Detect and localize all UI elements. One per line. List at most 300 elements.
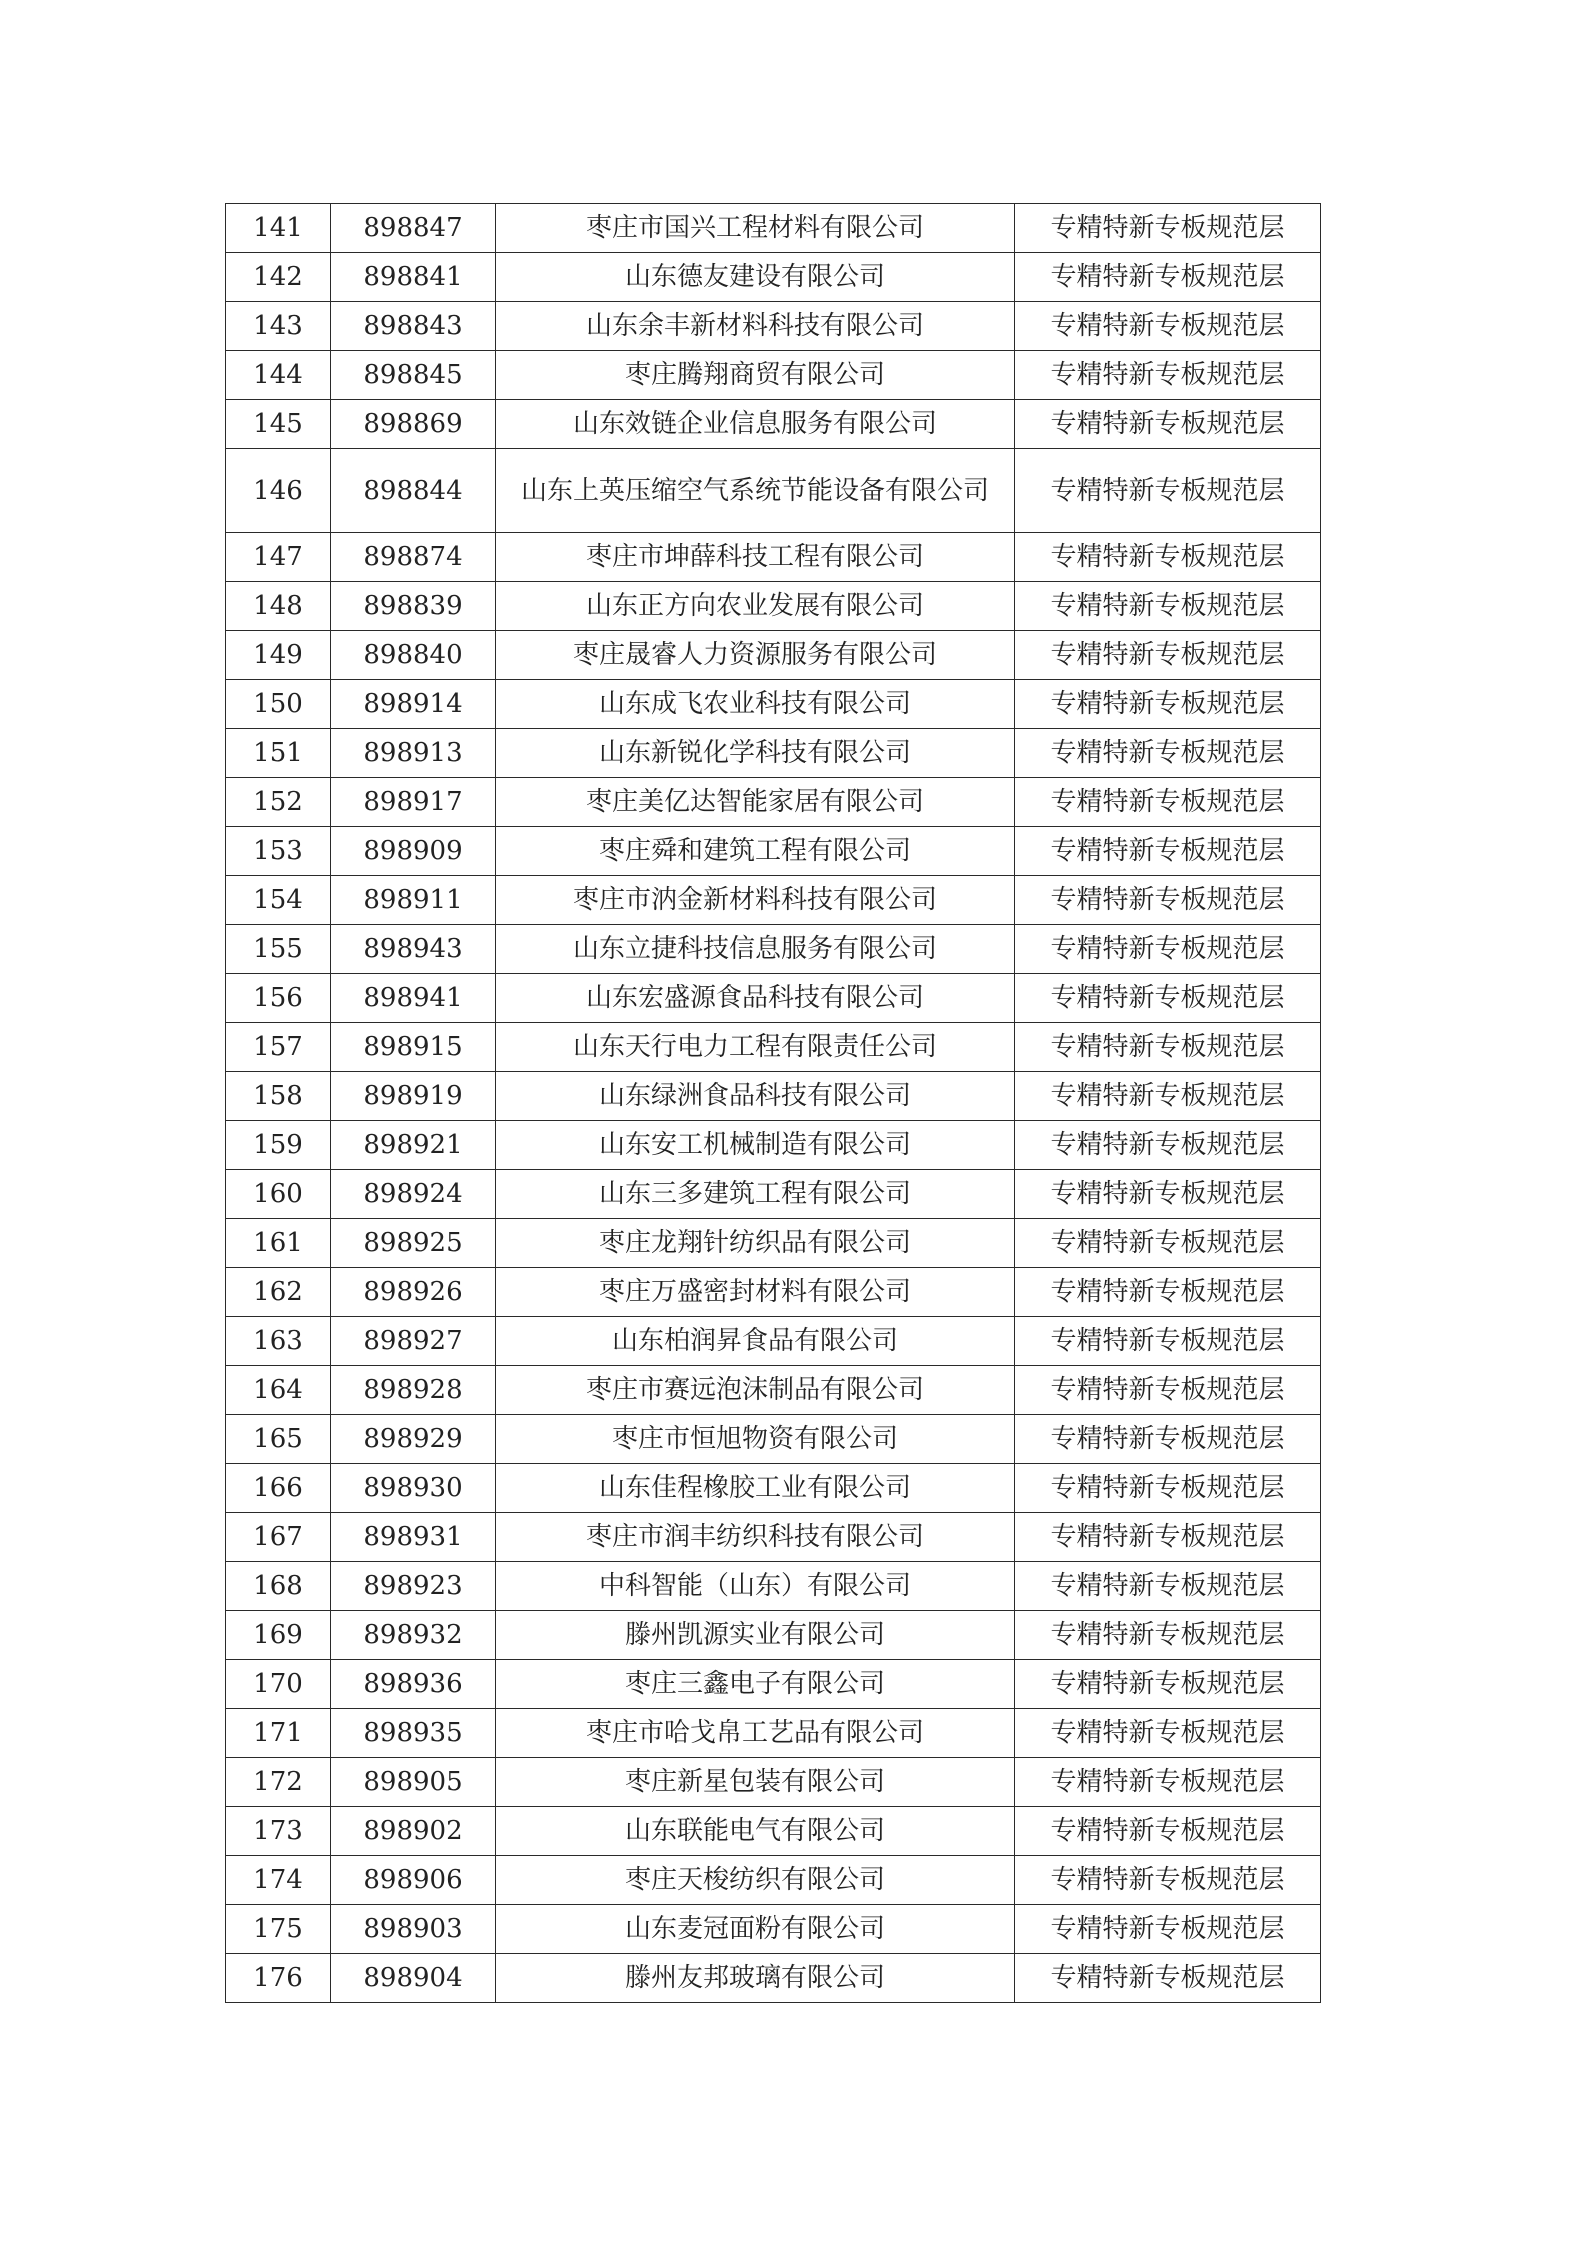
tier-label <box>1015 1366 1321 1415</box>
security-code-text: 898902 <box>363 1816 463 1846</box>
security-code <box>331 974 496 1023</box>
company-name <box>496 876 1015 925</box>
company-name <box>496 827 1015 876</box>
tier-label-text: 专精特新专板规范层 <box>1050 836 1285 866</box>
security-code-text: 898932 <box>363 1620 463 1650</box>
tier-label <box>1015 400 1321 449</box>
tier-label-text: 专精特新专板规范层 <box>1050 1326 1285 1356</box>
company-name <box>496 1807 1015 1856</box>
company-name-text: 山东效链企业信息服务有限公司 <box>572 409 937 439</box>
table-row <box>226 1415 1321 1464</box>
tier-label <box>1015 1758 1321 1807</box>
row-index-text: 147 <box>253 542 303 572</box>
row-index <box>226 974 331 1023</box>
table-row <box>226 778 1321 827</box>
tier-label-text: 专精特新专板规范层 <box>1050 213 1285 243</box>
tier-label-text: 专精特新专板规范层 <box>1050 591 1285 621</box>
security-code <box>331 1464 496 1513</box>
security-code <box>331 631 496 680</box>
row-index-text: 155 <box>253 934 303 964</box>
row-index <box>226 204 331 253</box>
security-code <box>331 1856 496 1905</box>
security-code-text: 898923 <box>363 1571 463 1601</box>
row-index-text: 161 <box>253 1228 303 1258</box>
row-index <box>226 827 331 876</box>
table-row <box>226 1856 1321 1905</box>
security-code-text: 898839 <box>363 591 463 621</box>
security-code-text: 898931 <box>363 1522 463 1552</box>
company-name <box>496 631 1015 680</box>
company-name <box>496 1219 1015 1268</box>
company-name-text: 山东三多建筑工程有限公司 <box>598 1179 911 1209</box>
security-code-text: 898909 <box>363 836 463 866</box>
security-code-text: 898913 <box>363 738 463 768</box>
table-row <box>226 1513 1321 1562</box>
row-index-text: 166 <box>253 1473 303 1503</box>
company-name <box>496 1513 1015 1562</box>
company-name-text: 山东绿洲食品科技有限公司 <box>598 1081 911 1111</box>
table-row <box>226 253 1321 302</box>
security-code <box>331 680 496 729</box>
security-code-text: 898905 <box>363 1767 463 1797</box>
row-index <box>226 1268 331 1317</box>
tier-label <box>1015 729 1321 778</box>
security-code <box>331 1807 496 1856</box>
row-index <box>226 351 331 400</box>
security-code <box>331 1072 496 1121</box>
tier-label-text: 专精特新专板规范层 <box>1050 1277 1285 1307</box>
company-name <box>496 1660 1015 1709</box>
tier-label-text: 专精特新专板规范层 <box>1050 1130 1285 1160</box>
company-name <box>496 253 1015 302</box>
tier-label-text: 专精特新专板规范层 <box>1050 409 1285 439</box>
tier-label-text: 专精特新专板规范层 <box>1050 1228 1285 1258</box>
tier-label <box>1015 1317 1321 1366</box>
row-index-text: 176 <box>253 1963 303 1993</box>
tier-label-text: 专精特新专板规范层 <box>1050 1914 1285 1944</box>
table-row <box>226 1023 1321 1072</box>
security-code-text: 898924 <box>363 1179 463 1209</box>
security-code-text: 898936 <box>363 1669 463 1699</box>
tier-label-text: 专精特新专板规范层 <box>1050 1767 1285 1797</box>
tier-label <box>1015 1856 1321 1905</box>
row-index-text: 154 <box>253 885 303 915</box>
row-index-text: 164 <box>253 1375 303 1405</box>
row-index-text: 175 <box>253 1914 303 1944</box>
table-row <box>226 827 1321 876</box>
security-code <box>331 1366 496 1415</box>
tier-label-text: 专精特新专板规范层 <box>1050 1718 1285 1748</box>
row-index-text: 170 <box>253 1669 303 1699</box>
tier-label-text: 专精特新专板规范层 <box>1050 1865 1285 1895</box>
company-name <box>496 302 1015 351</box>
security-code-text: 898915 <box>363 1032 463 1062</box>
security-code-text: 898917 <box>363 787 463 817</box>
security-code <box>331 1954 496 2003</box>
security-code <box>331 1170 496 1219</box>
tier-label <box>1015 1807 1321 1856</box>
tier-label <box>1015 1415 1321 1464</box>
table-row <box>226 400 1321 449</box>
security-code <box>331 1562 496 1611</box>
security-code-text: 898928 <box>363 1375 463 1405</box>
security-code <box>331 449 496 533</box>
row-index <box>226 1954 331 2003</box>
security-code-text: 898904 <box>363 1963 463 1993</box>
table-row <box>226 1611 1321 1660</box>
company-name-text: 枣庄新星包装有限公司 <box>624 1767 885 1797</box>
company-name-text: 枣庄市哈戈帛工艺品有限公司 <box>585 1718 924 1748</box>
tier-label-text: 专精特新专板规范层 <box>1050 475 1285 506</box>
company-name-text: 枣庄市恒旭物资有限公司 <box>611 1424 898 1454</box>
tier-label <box>1015 876 1321 925</box>
row-index-text: 148 <box>253 591 303 621</box>
row-index-text: 172 <box>253 1767 303 1797</box>
row-index-text: 173 <box>253 1816 303 1846</box>
table-row <box>226 876 1321 925</box>
security-code-text: 898927 <box>363 1326 463 1356</box>
row-index-text: 167 <box>253 1522 303 1552</box>
row-index-text: 149 <box>253 640 303 670</box>
company-name-text: 山东联能电气有限公司 <box>624 1816 885 1846</box>
row-index <box>226 582 331 631</box>
security-code-text: 898843 <box>363 311 463 341</box>
security-code-text: 898845 <box>363 360 463 390</box>
company-name-text: 枣庄市汭金新材料科技有限公司 <box>572 885 937 915</box>
security-code-text: 898930 <box>363 1473 463 1503</box>
row-index <box>226 1415 331 1464</box>
security-code-text: 898906 <box>363 1865 463 1895</box>
table-row <box>226 925 1321 974</box>
tier-label <box>1015 1709 1321 1758</box>
company-name <box>496 533 1015 582</box>
security-code <box>331 204 496 253</box>
row-index <box>226 1023 331 1072</box>
company-name <box>496 449 1015 533</box>
tier-label <box>1015 1268 1321 1317</box>
row-index <box>226 1464 331 1513</box>
row-index <box>226 1366 331 1415</box>
row-index <box>226 1709 331 1758</box>
tier-label-text: 专精特新专板规范层 <box>1050 1571 1285 1601</box>
tier-label <box>1015 680 1321 729</box>
table-row <box>226 1758 1321 1807</box>
tier-label-text: 专精特新专板规范层 <box>1050 787 1285 817</box>
tier-label-text: 专精特新专板规范层 <box>1050 1424 1285 1454</box>
table-row <box>226 729 1321 778</box>
row-index-text: 174 <box>253 1865 303 1895</box>
tier-label <box>1015 1121 1321 1170</box>
tier-label <box>1015 1513 1321 1562</box>
company-name <box>496 680 1015 729</box>
tier-label-text: 专精特新专板规范层 <box>1050 885 1285 915</box>
tier-label <box>1015 974 1321 1023</box>
company-name-text: 枣庄天梭纺织有限公司 <box>624 1865 885 1895</box>
tier-label-text: 专精特新专板规范层 <box>1050 360 1285 390</box>
company-name-text: 山东安工机械制造有限公司 <box>598 1130 911 1160</box>
tier-label-text: 专精特新专板规范层 <box>1050 1620 1285 1650</box>
tier-label-text: 专精特新专板规范层 <box>1050 738 1285 768</box>
tier-label <box>1015 1660 1321 1709</box>
table-row <box>226 351 1321 400</box>
row-index-text: 144 <box>253 360 303 390</box>
tier-label-text: 专精特新专板规范层 <box>1050 1473 1285 1503</box>
tier-label-text: 专精特新专板规范层 <box>1050 542 1285 572</box>
security-code <box>331 1709 496 1758</box>
row-index-text: 162 <box>253 1277 303 1307</box>
row-index <box>226 1072 331 1121</box>
row-index-text: 157 <box>253 1032 303 1062</box>
company-name <box>496 582 1015 631</box>
row-index-text: 156 <box>253 983 303 1013</box>
row-index-text: 160 <box>253 1179 303 1209</box>
company-name <box>496 1023 1015 1072</box>
row-index-text: 169 <box>253 1620 303 1650</box>
row-index <box>226 1121 331 1170</box>
table-row <box>226 302 1321 351</box>
security-code <box>331 351 496 400</box>
tier-label-text: 专精特新专板规范层 <box>1050 1375 1285 1405</box>
table-row <box>226 1268 1321 1317</box>
row-index-text: 165 <box>253 1424 303 1454</box>
company-name <box>496 1562 1015 1611</box>
company-name-text: 山东正方向农业发展有限公司 <box>585 591 924 621</box>
row-index <box>226 253 331 302</box>
security-code <box>331 1023 496 1072</box>
tier-label <box>1015 925 1321 974</box>
security-code <box>331 400 496 449</box>
table-row <box>226 1954 1321 2003</box>
row-index-text: 171 <box>253 1718 303 1748</box>
tier-label-text: 专精特新专板规范层 <box>1050 640 1285 670</box>
tier-label <box>1015 631 1321 680</box>
security-code <box>331 1415 496 1464</box>
security-code <box>331 1317 496 1366</box>
table-row <box>226 1562 1321 1611</box>
table-row <box>226 1807 1321 1856</box>
tier-label <box>1015 1072 1321 1121</box>
security-code-text: 898941 <box>363 983 463 1013</box>
company-name-text: 山东上英压缩空气系统节能设备有限公司 <box>520 475 989 506</box>
tier-label-text: 专精特新专板规范层 <box>1050 934 1285 964</box>
tier-label <box>1015 1219 1321 1268</box>
company-name-text: 枣庄龙翔针纺织品有限公司 <box>598 1228 911 1258</box>
row-index-text: 158 <box>253 1081 303 1111</box>
row-index <box>226 1758 331 1807</box>
table-row <box>226 1121 1321 1170</box>
row-index <box>226 680 331 729</box>
company-name-text: 滕州凯源实业有限公司 <box>624 1620 885 1650</box>
security-code <box>331 253 496 302</box>
tier-label <box>1015 1611 1321 1660</box>
company-name-text: 山东柏润昇食品有限公司 <box>611 1326 898 1356</box>
row-index <box>226 449 331 533</box>
table-body <box>226 204 1321 2003</box>
security-code-text: 898840 <box>363 640 463 670</box>
security-code <box>331 778 496 827</box>
company-name-text: 山东天行电力工程有限责任公司 <box>572 1032 937 1062</box>
row-index-text: 153 <box>253 836 303 866</box>
tier-label <box>1015 1170 1321 1219</box>
row-index-text: 143 <box>253 311 303 341</box>
security-code <box>331 1121 496 1170</box>
row-index-text: 163 <box>253 1326 303 1356</box>
row-index <box>226 729 331 778</box>
company-name-text: 中科智能（山东）有限公司 <box>598 1571 911 1601</box>
security-code <box>331 1905 496 1954</box>
security-code <box>331 925 496 974</box>
row-index <box>226 1660 331 1709</box>
company-name <box>496 1072 1015 1121</box>
tier-label <box>1015 827 1321 876</box>
table-row <box>226 1170 1321 1219</box>
tier-label <box>1015 1905 1321 1954</box>
company-name <box>496 1464 1015 1513</box>
company-name <box>496 1709 1015 1758</box>
row-index <box>226 1611 331 1660</box>
tier-label <box>1015 302 1321 351</box>
company-name-text: 山东麦冠面粉有限公司 <box>624 1914 885 1944</box>
table-row <box>226 1905 1321 1954</box>
company-name <box>496 1317 1015 1366</box>
security-code-text: 898847 <box>363 213 463 243</box>
tier-label-text: 专精特新专板规范层 <box>1050 311 1285 341</box>
row-index-text: 159 <box>253 1130 303 1160</box>
security-code <box>331 827 496 876</box>
company-name <box>496 351 1015 400</box>
tier-label <box>1015 253 1321 302</box>
tier-label-text: 专精特新专板规范层 <box>1050 262 1285 292</box>
company-name-text: 枣庄市赛远泡沫制品有限公司 <box>585 1375 924 1405</box>
company-name <box>496 778 1015 827</box>
company-name-text: 枣庄市国兴工程材料有限公司 <box>585 213 924 243</box>
tier-label-text: 专精特新专板规范层 <box>1050 1669 1285 1699</box>
security-code <box>331 1219 496 1268</box>
company-name <box>496 1758 1015 1807</box>
table-row <box>226 680 1321 729</box>
tier-label-text: 专精特新专板规范层 <box>1050 1179 1285 1209</box>
row-index <box>226 631 331 680</box>
company-name <box>496 1268 1015 1317</box>
row-index-text: 142 <box>253 262 303 292</box>
tier-label <box>1015 533 1321 582</box>
row-index <box>226 1170 331 1219</box>
table-row <box>226 1072 1321 1121</box>
company-name-text: 枣庄万盛密封材料有限公司 <box>598 1277 911 1307</box>
tier-label-text: 专精特新专板规范层 <box>1050 1963 1285 1993</box>
tier-label-text: 专精特新专板规范层 <box>1050 689 1285 719</box>
table-row <box>226 582 1321 631</box>
security-code <box>331 1268 496 1317</box>
company-name <box>496 1611 1015 1660</box>
row-index <box>226 876 331 925</box>
company-name-text: 枣庄舜和建筑工程有限公司 <box>598 836 911 866</box>
security-code <box>331 1660 496 1709</box>
company-name <box>496 1954 1015 2003</box>
row-index <box>226 533 331 582</box>
row-index-text: 152 <box>253 787 303 817</box>
table-row <box>226 1660 1321 1709</box>
company-list-table <box>225 203 1321 2003</box>
row-index <box>226 778 331 827</box>
security-code <box>331 302 496 351</box>
company-name-text: 山东新锐化学科技有限公司 <box>598 738 911 768</box>
security-code-text: 898943 <box>363 934 463 964</box>
security-code-text: 898844 <box>363 475 463 506</box>
row-index <box>226 400 331 449</box>
row-index-text: 168 <box>253 1571 303 1601</box>
security-code-text: 898869 <box>363 409 463 439</box>
company-name <box>496 925 1015 974</box>
company-name <box>496 974 1015 1023</box>
table-row <box>226 1709 1321 1758</box>
security-code-text: 898935 <box>363 1718 463 1748</box>
company-name <box>496 1170 1015 1219</box>
row-index <box>226 1562 331 1611</box>
tier-label <box>1015 1562 1321 1611</box>
row-index-text: 151 <box>253 738 303 768</box>
company-name-text: 枣庄腾翔商贸有限公司 <box>624 360 885 390</box>
security-code-text: 898919 <box>363 1081 463 1111</box>
security-code <box>331 1513 496 1562</box>
company-name <box>496 204 1015 253</box>
table-row <box>226 204 1321 253</box>
table-row <box>226 631 1321 680</box>
company-name-text: 枣庄美亿达智能家居有限公司 <box>585 787 924 817</box>
row-index <box>226 1317 331 1366</box>
table-row <box>226 533 1321 582</box>
security-code-text: 898921 <box>363 1130 463 1160</box>
company-name-text: 枣庄市坤薛科技工程有限公司 <box>585 542 924 572</box>
company-name <box>496 729 1015 778</box>
tier-label <box>1015 778 1321 827</box>
security-code <box>331 876 496 925</box>
tier-label <box>1015 351 1321 400</box>
row-index-text: 146 <box>253 475 303 506</box>
security-code-text: 898911 <box>363 885 463 915</box>
company-name-text: 枣庄三鑫电子有限公司 <box>624 1669 885 1699</box>
row-index <box>226 1219 331 1268</box>
table-row <box>226 1366 1321 1415</box>
security-code-text: 898914 <box>363 689 463 719</box>
tier-label-text: 专精特新专板规范层 <box>1050 1816 1285 1846</box>
security-code-text: 898929 <box>363 1424 463 1454</box>
tier-label <box>1015 204 1321 253</box>
company-name <box>496 1121 1015 1170</box>
company-name-text: 山东德友建设有限公司 <box>624 262 885 292</box>
security-code <box>331 533 496 582</box>
company-name-text: 山东佳程橡胶工业有限公司 <box>598 1473 911 1503</box>
table-row <box>226 1317 1321 1366</box>
row-index <box>226 1513 331 1562</box>
row-index-text: 145 <box>253 409 303 439</box>
row-index <box>226 1856 331 1905</box>
security-code <box>331 729 496 778</box>
row-index <box>226 302 331 351</box>
company-name-text: 山东成飞农业科技有限公司 <box>598 689 911 719</box>
row-index <box>226 1807 331 1856</box>
tier-label-text: 专精特新专板规范层 <box>1050 1522 1285 1552</box>
table-row <box>226 1464 1321 1513</box>
tier-label <box>1015 582 1321 631</box>
tier-label <box>1015 1023 1321 1072</box>
security-code <box>331 582 496 631</box>
company-name <box>496 1856 1015 1905</box>
row-index-text: 141 <box>253 213 303 243</box>
tier-label <box>1015 1954 1321 2003</box>
security-code-text: 898874 <box>363 542 463 572</box>
company-name <box>496 400 1015 449</box>
